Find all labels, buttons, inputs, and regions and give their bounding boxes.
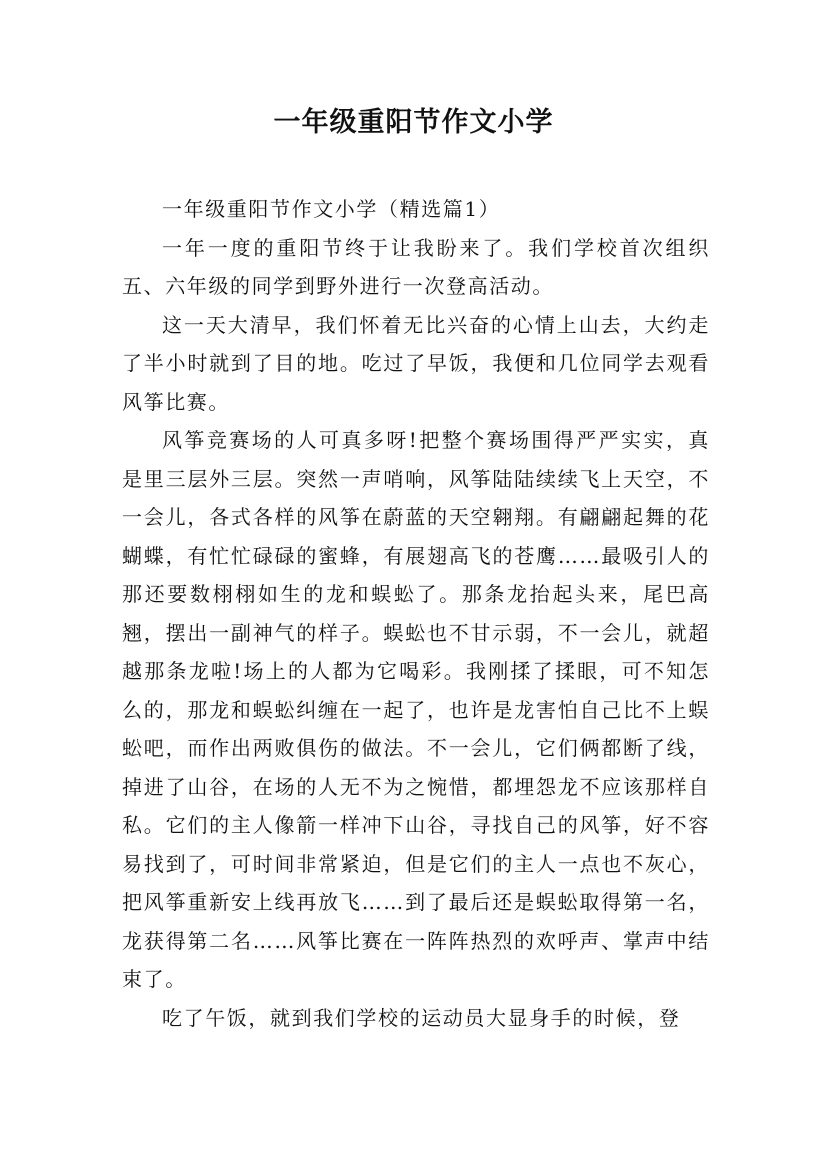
paragraph: 风筝竞赛场的人可真多呀!把整个赛场围得严严实实，真是里三层外三层。突然一声哨响，风筝陆陆续续飞上天空，不一会儿，各式各样的风筝在蔚蓝的天空翱翔。有翩翩起舞的花蝴蝶，有忙忙碌碌的蜜蜂，有展翅高飞的苍鹰……最吸引人的那还要数栩栩如生的龙和蜈蚣了。那条龙抬起头来，尾巴高翘，摆出一副神气的样子。蜈蚣也不甘示弱，不一会儿，就超越那条龙啦!场上的人都为它喝彩。我刚揉了揉眼，可不知怎么的，那龙和蜈蚣纠缠在一起了，也许是龙害怕自己比不上蜈蚣吧，而作出两败俱伤的做法。不一会儿，它们俩都断了线，掉进了山谷，在场的人无不为之惋惜，都埋怨龙不应该那样自私。它们的主人像箭一样冲下山谷，寻找自己的风筝，好不容易找到了，可时间非常紧迫，但是它们的主人一点也不灰心，把风筝重新安上线再放飞……到了最后还是蜈蚣取得第一名，龙获得第二名……风筝比赛在一阵阵热烈的欢呼声、掌声中结束了。 [122, 428, 710, 991]
document-body [122, 190, 710, 1037]
document-title: 一年级重阳节作文小学 [273, 107, 554, 138]
paragraph: 这一天大清早，我们怀着无比兴奋的心情上山去，大约走了半小时就到了目的地。吃过了早饭，我便和几位同学去观看风筝比赛。 [122, 312, 710, 414]
paragraph: 吃了午饭，就到我们学校的运动员大显身手的时候，登 [162, 1005, 681, 1030]
section-heading: 一年级重阳节作文小学（精选篇1） [162, 197, 501, 221]
paragraph: 一年一度的重阳节终于让我盼来了。我们学校首次组织五、六年级的同学到野外进行一次登高活动。 [122, 235, 710, 298]
